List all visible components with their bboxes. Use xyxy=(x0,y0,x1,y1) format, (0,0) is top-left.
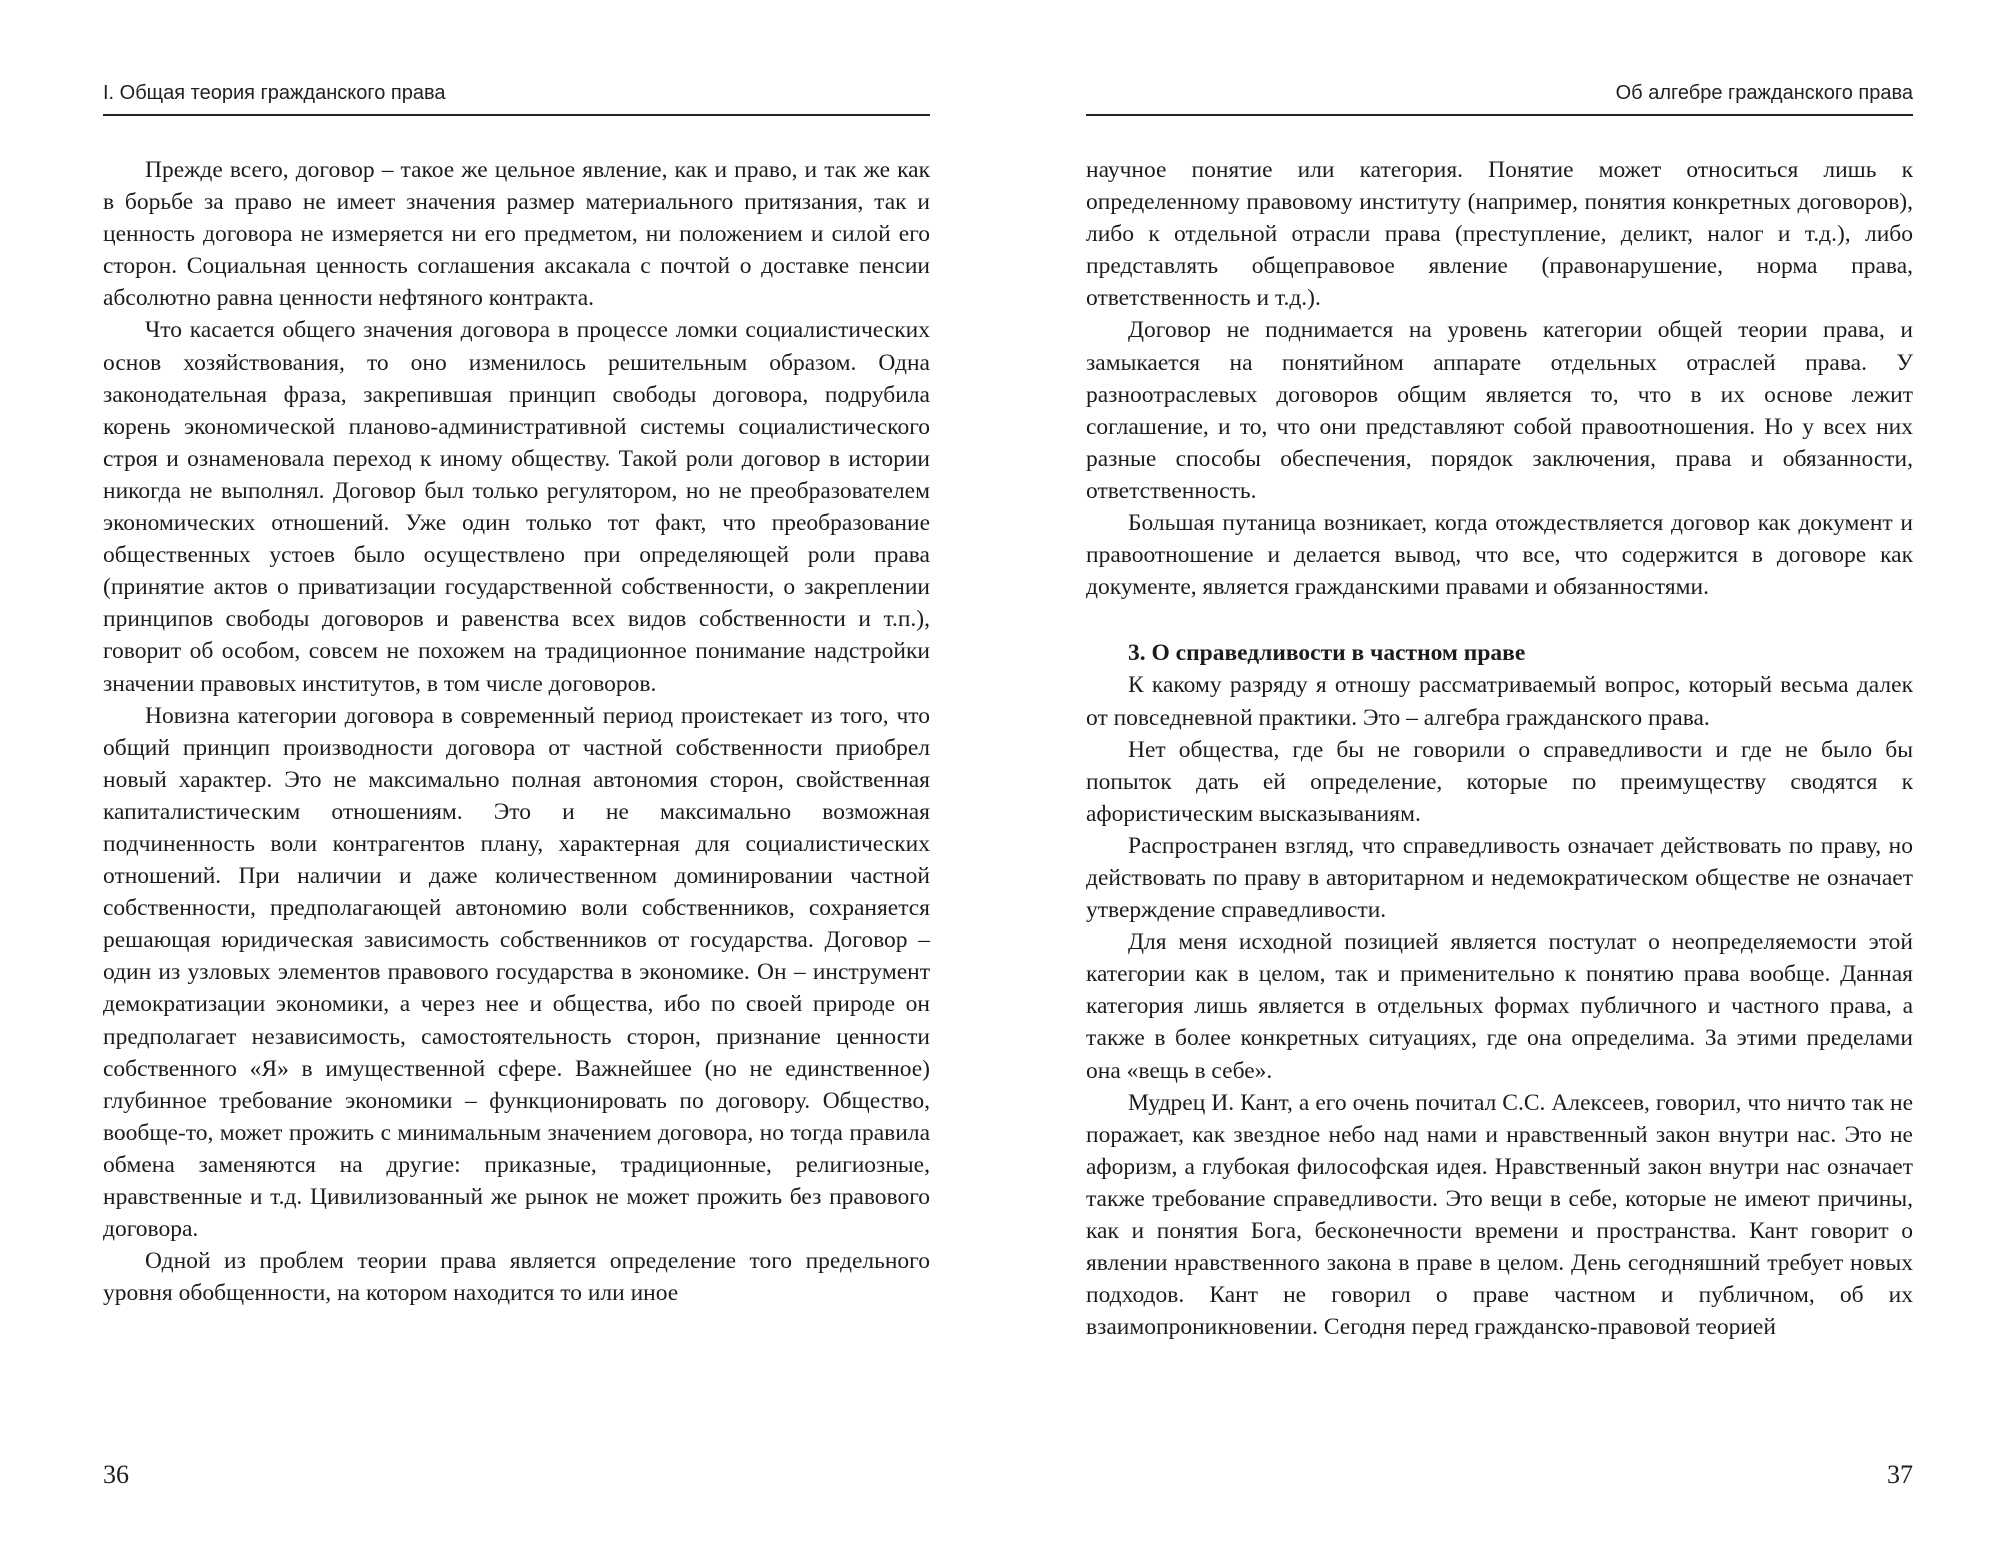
running-head: Об алгебре гражданского права xyxy=(1086,82,1913,116)
paragraph: Распространен взгляд, что справедливость означает действовать по праву, но действовать по праву в авторитарном и недемократическом обществе не означает утверждение справедливости. xyxy=(1086,832,1913,924)
page-number: 37 xyxy=(1887,1460,1913,1489)
paragraph: К какому разряду я отношу рассматриваемый вопрос, который весьма далек от повседневной практики. Это – алгебра гражданского права. xyxy=(1086,672,1913,731)
section-heading: 3. О справедливости в частном праве xyxy=(1128,640,1526,667)
running-head: I. Общая теория гражданского права xyxy=(103,82,930,116)
paragraph: Мудрец И. Кант, а его очень почитал С.С. Алексеев, говорил, что ничто так не поражает, как звездное небо над нами и нравственный закон внутри нас. Это не афоризм, а глубокая философская идея. Нравственный закон внутри нас означает также требование справедливости. Это вещи в себе, которые не имеют причины, как и понятия Бога, бесконечности времени и пространства. Кант говорит о явлении нравственного закона в праве в целом. День сегодняшний требует новых подходов. Кант не говорил о праве частном и публичном, об их взаимопроникновении. Сегодня перед гражданско-правовой теорией xyxy=(1086,1089,1913,1341)
paragraph: Новизна категории договора в современный период проистекает из того, что общий принцип производности договора от частной собственности приобрел новый характер. Это не максимально полная автономия сторон, свойственная капиталистическим отношениям. Это и не максимально возможная подчиненность воли контрагентов плану, характерная для социалистических отношений. При наличии и даже количественном доминировании частной собственности, предполагающей автономию воли собственников, сохраняется решающая юридическая зависимость собственников от государства. Договор – один из узловых элементов правового государства в экономике. Он – инструмент демократизации экономики, а через нее и общества, ибо по своей природе он предполагает независимость, самостоятельность сторон, признание ценности собственного «Я» в имущественной сфере. Важнейшее (но не единственное) глубинное требование экономики – функционировать по договору. Общество, вообще-то, может прожить с минимальным значением договора, но тогда правила обмена заменяются на другие: приказные, традиционные, религиозные, нравственные и т.д. Цивилизованный же рынок не может прожить без правового договора. xyxy=(103,702,930,1243)
body-text xyxy=(1086,154,1913,1343)
paragraph: Что касается общего значения договора в процессе ломки социалистических основ хозяйствования, то оно изменилось решительным образом. Одна законодательная фраза, закрепившая принцип свободы договора, подрубила корень экономической планово-административной системы социалистического строя и ознаменовала переход к иному обществу. Такой роли договор в истории никогда не выполнял. Договор был только регулятором, но не преобразователем экономических отношений. Уже один только тот факт, что преобразование общественных устоев было осуществлено при определяющей роли права (принятие актов о приватизации государственной собственности, о закреплении принципов свободы договоров и равенства всех видов собственности и т.п.), говорит об особом, совсем не похожем на традиционное понимание надстройки значении правовых институтов, в том числе договоров. xyxy=(103,317,930,697)
right-page xyxy=(1000,0,2000,1564)
paragraph: Большая путаница возникает, когда отождествляется договор как документ и правоотношение и делается вывод, что все, что содержится в договоре как документе, является гражданскими правами и обязанностями. xyxy=(1086,510,1913,601)
paragraph-continuation: научное понятие или категория. Понятие может относиться лишь к определенному правовому институту (например, понятия конкретных договоров), либо к отдельной отрасли права (преступление, деликт, налог и т.д.), либо представлять общеправовое явление (правонарушение, норма права, ответственность и т.д.). xyxy=(1086,157,1913,312)
paragraph: Прежде всего, договор – такое же цельное явление, как и право, и так же как в борьбе за право не имеет значения размер материального притязания, так и ценность договора не измеряется ни его предметом, ни положением и силой его сторон. Социальная ценность соглашения аксакала с почтой о доставке пенсии абсолютно равна ценности нефтяного контракта. xyxy=(103,157,930,312)
paragraph: Для меня исходной позицией является постулат о неопределяемости этой категории как в целом, так и применительно к понятию права вообще. Данная категория лишь является в отдельных формах публичного и частного права, а также в более конкретных ситуациях, где она определима. За этими пределами она «вещь в себе». xyxy=(1086,929,1913,1084)
paragraph: Одной из проблем теории права является определение того предельного уровня обобщенности, на котором находится то или иное xyxy=(103,1248,930,1307)
page-number: 36 xyxy=(103,1460,129,1489)
paragraph: Нет общества, где бы не говорили о справедливости и где не было бы попыток дать ей определение, которые по преимуществу сводятся к афористическим высказываниям. xyxy=(1086,736,1913,827)
body-text xyxy=(103,154,930,1309)
paragraph: Договор не поднимается на уровень категории общей теории права, и замыкается на понятийном аппарате отдельных отраслей права. У разноотраслевых договоров общим является то, что в их основе лежит соглашение, и то, что они представляют собой правоотношения. Но у всех них разные способы обеспечения, порядок заключения, права и обязанности, ответственность. xyxy=(1086,317,1913,504)
